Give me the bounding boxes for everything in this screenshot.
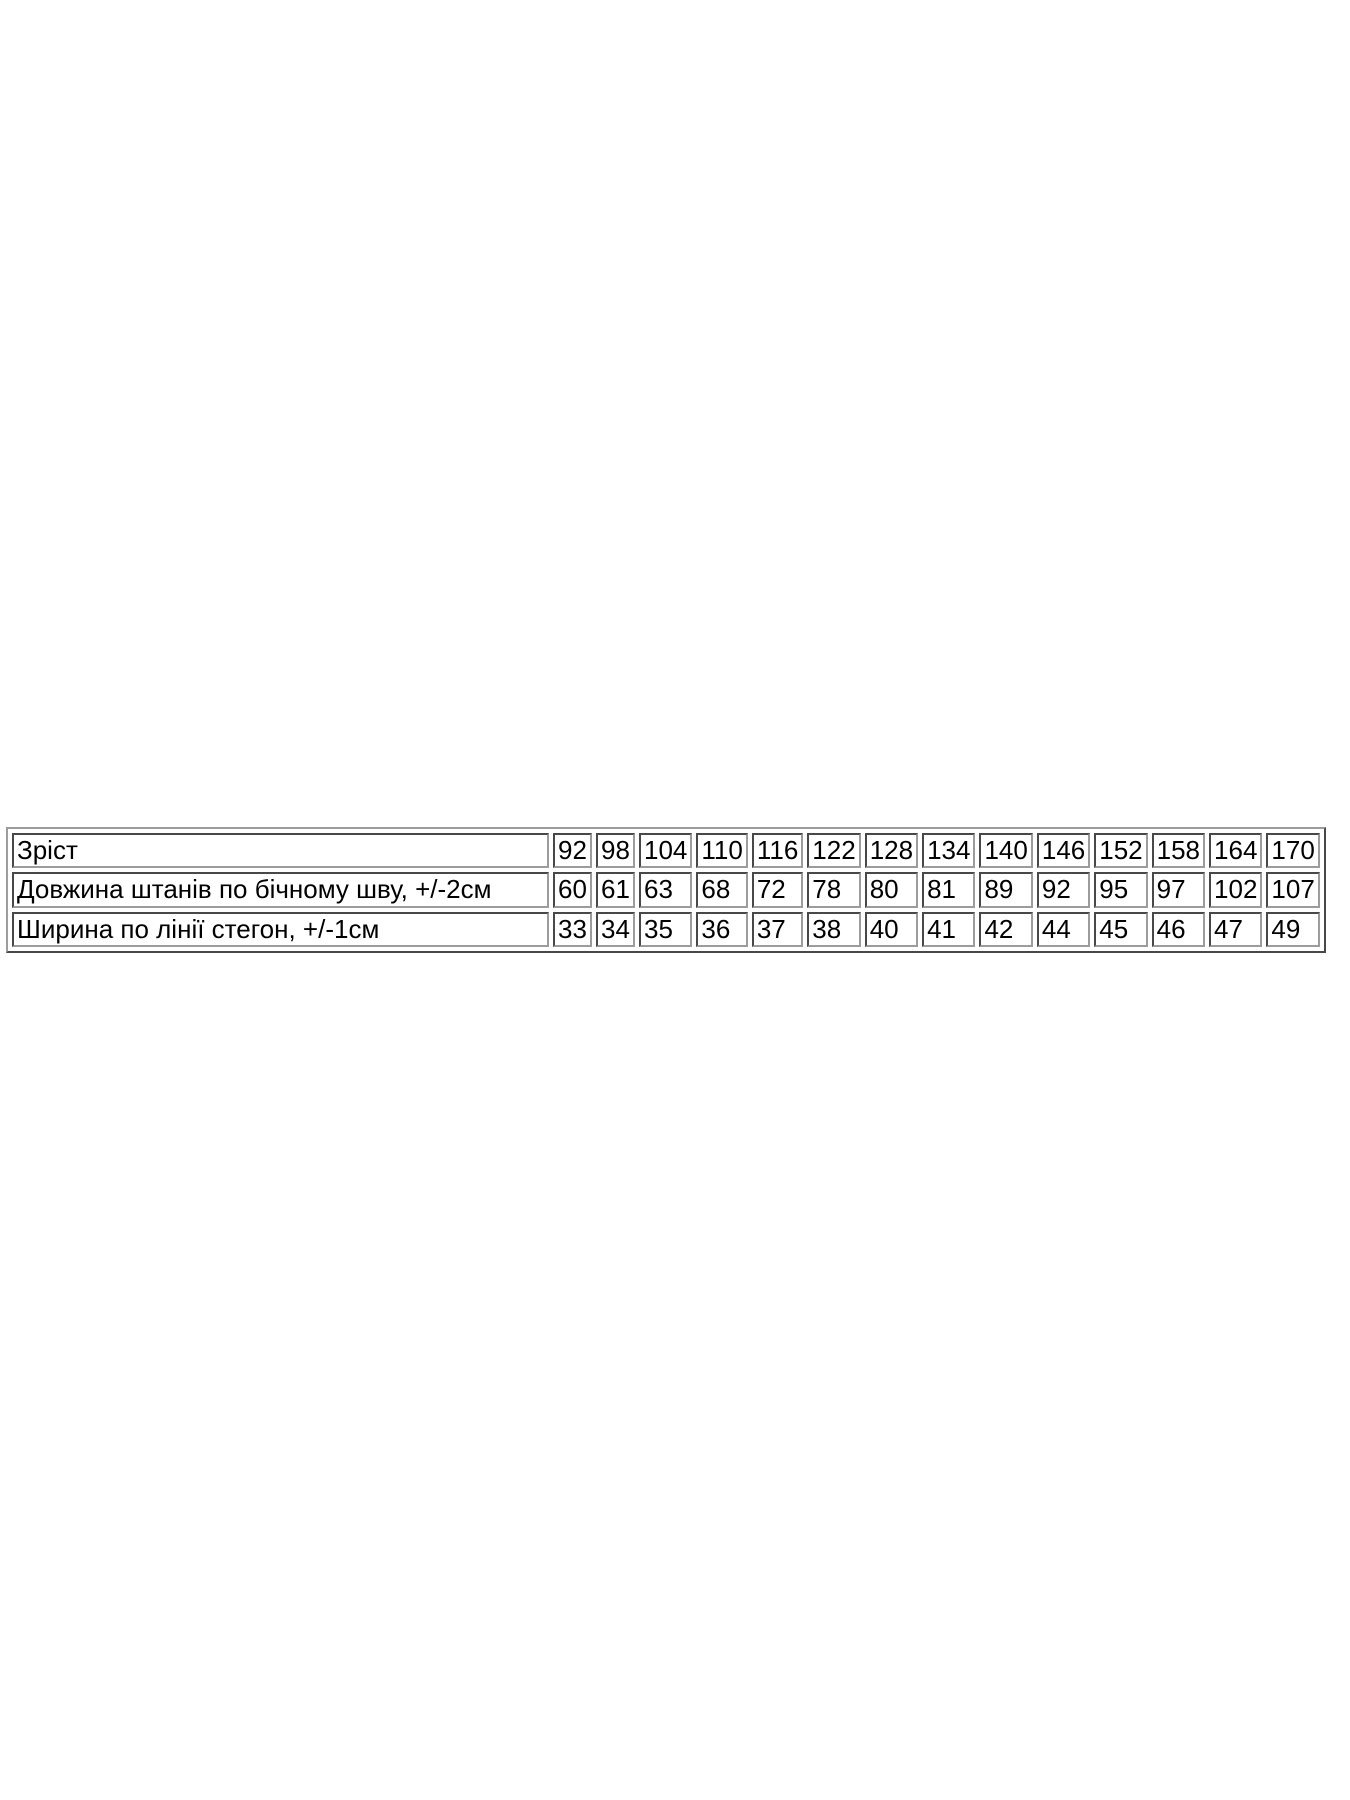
table-row xyxy=(12,872,1320,907)
value-cell: 95 xyxy=(1094,872,1147,907)
value-cell: 107 xyxy=(1266,872,1319,907)
value-cell: 80 xyxy=(865,872,918,907)
value-cell: 110 xyxy=(696,833,747,868)
value-cell: 47 xyxy=(1209,912,1262,947)
value-cell: 63 xyxy=(639,872,692,907)
value-cell: 37 xyxy=(752,912,803,947)
value-cell: 98 xyxy=(596,833,635,868)
table-row xyxy=(12,912,1320,947)
value-cell: 61 xyxy=(596,872,635,907)
table-row xyxy=(12,833,1320,868)
value-cell: 49 xyxy=(1266,912,1319,947)
value-cell: 104 xyxy=(639,833,692,868)
value-cell: 46 xyxy=(1152,912,1205,947)
value-cell: 34 xyxy=(596,912,635,947)
value-cell: 44 xyxy=(1037,912,1090,947)
value-cell: 170 xyxy=(1266,833,1319,868)
value-cell: 140 xyxy=(979,833,1032,868)
row-label: Довжина штанів по бічному шву, +/-2см xyxy=(12,872,549,907)
value-cell: 134 xyxy=(922,833,975,868)
value-cell: 102 xyxy=(1209,872,1262,907)
row-label: Ширина по лінії стегон, +/-1см xyxy=(12,912,549,947)
value-cell: 81 xyxy=(922,872,975,907)
value-cell: 78 xyxy=(807,872,860,907)
value-cell: 60 xyxy=(553,872,592,907)
value-cell: 152 xyxy=(1094,833,1147,868)
value-cell: 72 xyxy=(752,872,803,907)
value-cell: 97 xyxy=(1152,872,1205,907)
value-cell: 158 xyxy=(1152,833,1205,868)
value-cell: 40 xyxy=(865,912,918,947)
value-cell: 38 xyxy=(807,912,860,947)
value-cell: 33 xyxy=(553,912,592,947)
value-cell: 128 xyxy=(865,833,918,868)
value-cell: 89 xyxy=(979,872,1032,907)
value-cell: 92 xyxy=(553,833,592,868)
value-cell: 41 xyxy=(922,912,975,947)
value-cell: 146 xyxy=(1037,833,1090,868)
value-cell: 116 xyxy=(752,833,803,868)
value-cell: 45 xyxy=(1094,912,1147,947)
value-cell: 36 xyxy=(696,912,747,947)
value-cell: 122 xyxy=(807,833,860,868)
value-cell: 68 xyxy=(696,872,747,907)
value-cell: 164 xyxy=(1209,833,1262,868)
size-chart-table xyxy=(6,827,1326,953)
value-cell: 92 xyxy=(1037,872,1090,907)
size-chart-body xyxy=(12,833,1320,947)
value-cell: 35 xyxy=(639,912,692,947)
value-cell: 42 xyxy=(979,912,1032,947)
row-label: Зріст xyxy=(12,833,549,868)
